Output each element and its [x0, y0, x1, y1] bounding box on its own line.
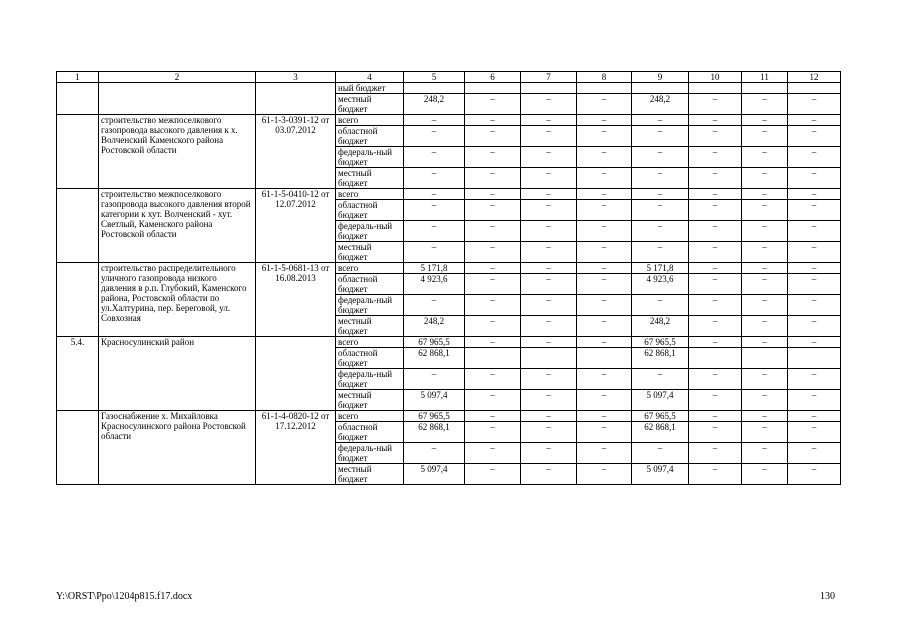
- table-row: местный бюджет 5 097,4 – – – 5 097,4 – – –: [57, 390, 841, 411]
- table-row: федераль-ный бюджет – – – – – – – –: [57, 369, 841, 390]
- header-cell: 3: [256, 72, 336, 83]
- empty-cell: [57, 83, 99, 115]
- value-cell: 4 923,6: [404, 274, 465, 295]
- value-cell: 248,2: [404, 94, 465, 115]
- table-row: Газоснабжение х. Михайловка Красносулинского района Ростовской области 61-1-4-0820-12 от 17.12.2012 всего 67 965,5 – – – 67 965,5 – – –: [57, 411, 841, 422]
- table-row: местный бюджет 248,2 – – – 248,2 – – –: [57, 316, 841, 337]
- table-row: местный бюджет 248,2 – – – 248,2 – – –: [57, 94, 841, 115]
- table-row: областной бюджет – – – – – – – –: [57, 126, 841, 147]
- value-cell: 248,2: [632, 94, 689, 115]
- table-row: местный бюджет – – – – – – – –: [57, 242, 841, 263]
- header-cell: 4: [336, 72, 404, 83]
- value-cell: 67 965,5: [632, 411, 689, 422]
- header-cell: 10: [689, 72, 742, 83]
- value-cell: 4 923,6: [632, 274, 689, 295]
- table-row: областной бюджет 62 868,1 – – – 62 868,1 – – –: [57, 422, 841, 443]
- table-row: областной бюджет 4 923,6 – – – 4 923,6 – – –: [57, 274, 841, 295]
- table-row: 5.4. Красносулинский район всего 67 965,5 – – – 67 965,5 – – –: [57, 337, 841, 348]
- table-row: областной бюджет 62 868,1 62 868,1: [57, 348, 841, 369]
- table-row: федераль-ный бюджет – – – – – – – –: [57, 295, 841, 316]
- file-path-footer: Y:\ORST\Ppo\1204p815.f17.docx: [56, 591, 193, 602]
- value-cell: 5 097,4: [632, 464, 689, 485]
- header-cell: 8: [577, 72, 632, 83]
- table-row: строительство межпоселкового газопровода высокого давления второй категории к хут. Волченский - хут. Светлый, Каменского района Ростовской области 61-1-5-0410-12 от 12.07.2012 всего – – – – – – – –: [57, 189, 841, 200]
- value-cell: 67 965,5: [404, 411, 465, 422]
- header-cell: 6: [465, 72, 521, 83]
- header-cell: 7: [521, 72, 577, 83]
- header-cell: 1: [57, 72, 99, 83]
- project-code: 61-1-3-0391-12 от 03.07.2012: [256, 115, 336, 189]
- empty-cell: [99, 83, 256, 115]
- header-cell: 11: [742, 72, 788, 83]
- page-number: 130: [820, 591, 835, 602]
- value-cell: 67 965,5: [404, 337, 465, 348]
- header-cell: 2: [99, 72, 256, 83]
- value-cell: 62 868,1: [404, 348, 465, 369]
- project-code: 61-1-5-0681-13 от 16.08.2013: [256, 263, 336, 337]
- value-cell: 5 097,4: [632, 390, 689, 411]
- table-row: федераль-ный бюджет – – – – – – – –: [57, 443, 841, 464]
- project-name: строительство межпоселкового газопровода высокого давления к х. Волченский Каменского района Ростовской области: [99, 115, 256, 189]
- value-cell: 5 171,8: [632, 263, 689, 274]
- project-code: 61-1-5-0410-12 от 12.07.2012: [256, 189, 336, 263]
- row-number: 5.4.: [57, 337, 99, 411]
- budget-table: [56, 71, 841, 485]
- district-name: Красносулинский район: [99, 337, 256, 411]
- value-cell: 67 965,5: [632, 337, 689, 348]
- table-row: [57, 83, 841, 94]
- value-cell: 248,2: [632, 316, 689, 337]
- budget-type-label: ный бюджет: [336, 83, 404, 94]
- value-cell: 5 097,4: [404, 464, 465, 485]
- project-name: строительство распределительного уличного газопровода низкого давления в р.п. Глубокий, Каменского района, Ростовской области по ул.Халтурина, пер. Береговой, ул. Совхозная: [99, 263, 256, 337]
- table-row: местный бюджет – – – – – – – –: [57, 168, 841, 189]
- header-cell: 12: [788, 72, 841, 83]
- table-row: федераль-ный бюджет – – – – – – – –: [57, 147, 841, 168]
- table-row: областной бюджет – – – – – – – –: [57, 200, 841, 221]
- value-cell: 62 868,1: [404, 422, 465, 443]
- value-cell: 5 171,8: [404, 263, 465, 274]
- table-row: федераль-ный бюджет – – – – – – – –: [57, 221, 841, 242]
- header-row: [57, 72, 841, 83]
- empty-cell: [256, 83, 336, 115]
- project-name: строительство межпоселкового газопровода высокого давления второй категории к хут. Волченский - хут. Светлый, Каменского района Ростовской области: [99, 189, 256, 263]
- project-code: 61-1-4-0820-12 от 17.12.2012: [256, 411, 336, 485]
- header-cell: 9: [632, 72, 689, 83]
- value-cell: 5 097,4: [404, 390, 465, 411]
- value-cell: 62 868,1: [632, 348, 689, 369]
- project-name: Газоснабжение х. Михайловка Красносулинского района Ростовской области: [99, 411, 256, 485]
- budget-type-label: местный бюджет: [336, 94, 404, 115]
- header-cell: 5: [404, 72, 465, 83]
- value-cell: 248,2: [404, 316, 465, 337]
- table-row: строительство межпоселкового газопровода высокого давления к х. Волченский Каменского района Ростовской области 61-1-3-0391-12 от 03.07.2012 всего – – – – – – – –: [57, 115, 841, 126]
- table-row: местный бюджет 5 097,4 – – – 5 097,4 – – –: [57, 464, 841, 485]
- table-row: строительство распределительного уличного газопровода низкого давления в р.п. Глубокий, Каменского района, Ростовской области по ул.Халтурина, пер. Береговой, ул. Совхозная 61-1-5-0681-13 от 16.08.2013 всего 5 171,8 – – – 5 171,8 – – –: [57, 263, 841, 274]
- value-cell: 62 868,1: [632, 422, 689, 443]
